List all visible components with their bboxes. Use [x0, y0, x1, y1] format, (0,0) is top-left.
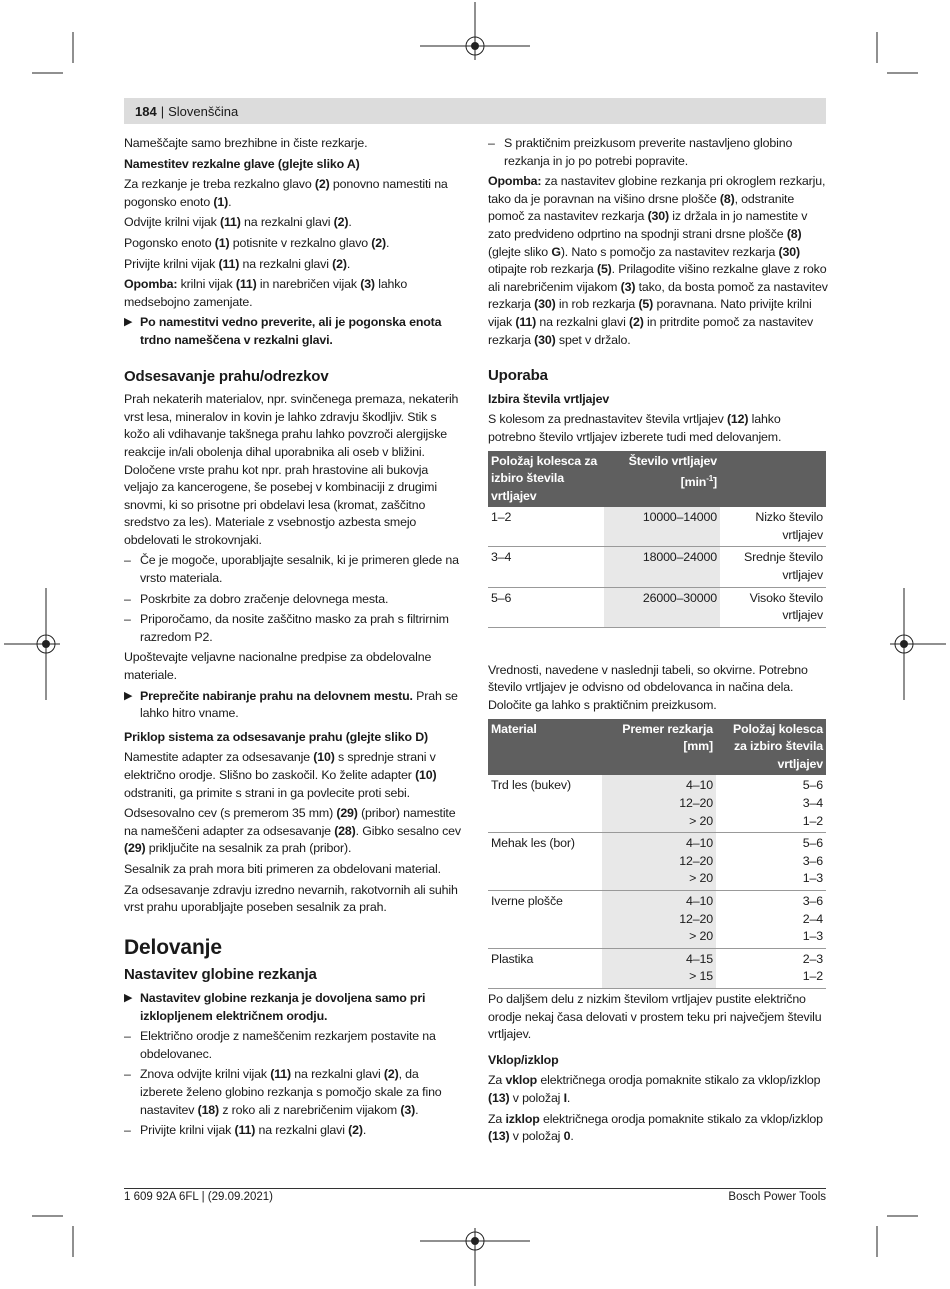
page-header	[124, 98, 826, 124]
extraction-title: Priklop sistema za odsesavanje prahu (glejte sliko D)	[124, 729, 428, 744]
table-row: Mehak les (bor) 4–10 12–20 > 20 5–6 3–6 1–3	[488, 833, 826, 891]
depth-dash-3: – Privijte krilni vijak (11) na rezkalni glavi (2).	[124, 1123, 367, 1138]
table-row: 1–2 10000–14000 Nizko število vrtljajev	[488, 507, 826, 547]
check-dash: – S praktičnim preizkusom preverite nastavljeno globino rezkanja in jo po potrebi popravite.	[488, 136, 793, 168]
dust-p3: Upoštevajte veljavne nacionalne predpise za obdelovalne materiale.	[124, 650, 432, 683]
material-table	[488, 719, 826, 989]
dust-dash-2: – Poskrbite za dobro zračenje delovnega mesta.	[124, 591, 389, 606]
table-row: Trd les (bukev) 4–10 12–20 > 20 5–6 3–4 1–2	[488, 775, 826, 832]
extraction-p2: Odsesovalno cev (s premerom 35 mm) (29) (pribor) namestite na nameščeni adapter za odsesavanje (28). Gibko sesalno cev (29) priključite na sesalnik za prah (pribor).	[124, 806, 461, 856]
mount-head-note: Opomba: krilni vijak (11) in narebričen vijak (3) lahko medsebojno zamenjate.	[124, 277, 408, 309]
depth-warning: ▶ Nastavitev globine rezkanja je dovoljena samo pri izklopljenem električnem orodju.	[124, 990, 464, 1025]
off-text: Za izklop električnega orodja pomaknite stikalo za vklop/izklop (13) v položaj 0.	[488, 1111, 823, 1144]
material-table-header-material: Material	[488, 719, 602, 776]
values-text: Vrednosti, navedene v naslednji tabeli, so okvirne. Potrebno število vrtljajev je odvisno od obdelovanca in načina dela. Določite ga lahko s praktičnim preizkusom.	[488, 662, 808, 713]
material-table-header-diameter: Premer rezkarja [mm]	[602, 719, 716, 776]
dust-p2: Določene vrste prahu kot npr. prah hrastovine ali bukovja veljajo za kancerogene, še posebej v kombinaciji z drugimi snovmi, ki so prisotne pri obdelavi lesa (kromat, zaščitno sredstvo za les). Materiale z vsebnostjo azbesta smejo obdelovati le strokovnjaki.	[124, 462, 437, 547]
depth-note: Opomba: za nastavitev globine rezkanja pri okroglem rezkarju, tako da je poravnan na višino drsne plošče (8), odstranite pomoč za nastavitev rezkarja (30) iz držala in jo namestite v zato predvideno odprtino na spodnji strani drsne plošče (8) (glejte sliko G). Nato s pomočjo za nastavitev rezkarja (30) otipajte rob rezkarja (5). Prilagodite višino rezkalne glave z roko ali narebričenim vijakom (3) tako, da bosta pomoč za nastavitev rezkarja (30) in rob rezkarja (5) poravnana. Nato privijte krilni vijak (11) na rezkalni glavi (2) in pritrdite pomoč za nastavitev rezkarja (30) spet v držalo.	[488, 174, 828, 347]
footer-rule	[124, 1188, 826, 1189]
table-row: Plastika 4–15 > 15 2–3 1–2	[488, 948, 826, 988]
mount-head-title: Namestitev rezkalne glave (glejte sliko A)	[124, 156, 360, 171]
dust-p1: Prah nekaterih materialov, npr. svinčenega premaza, nekaterih vrst lesa, mineralov in kovin je lahko zdravju škodljiv. Stik s kožo ali vdihavanje takšnega prahu lahko povzroči alergijske reakcije in/ali obolenja dihal uporabnika ali oseb v bližini.	[124, 392, 459, 459]
header-separator: |	[160, 103, 165, 119]
page-number: 184	[135, 103, 157, 119]
mount-head-p2: Odvijte krilni vijak (11) na rezkalni glavi (2).	[124, 215, 352, 230]
footer-doc-number: 1 609 92A 6FL | (29.09.2021)	[124, 1191, 273, 1203]
dust-dash-3: – Priporočamo, da nosite zaščitno masko za prah s filtrirnim razredom P2.	[124, 612, 449, 644]
onoff-title: Vklop/izklop	[488, 1052, 559, 1067]
intro-text: Nameščajte samo brezhibne in čiste rezkarje.	[124, 136, 368, 150]
material-table-header-position: Položaj kolesca za izbiro števila vrtljajev	[716, 719, 826, 776]
depth-dash-2: – Znova odvijte krilni vijak (11) na rezkalni glavi (2), da izberete želeno globino rezkanja s pomočjo skale za fino nastavitev (18) z roko ali z narebričenim vijakom (3).	[124, 1067, 442, 1117]
table-row: Iverne plošče 4–10 12–20 > 20 3–6 2–4 1–3	[488, 890, 826, 948]
triangle-bullet-icon: ▶	[124, 991, 133, 1004]
mount-head-p3: Pogonsko enoto (1) potisnite v rezkalno glavo (2).	[124, 235, 390, 250]
right-column	[488, 135, 828, 1149]
operation-heading: Delovanje	[124, 935, 222, 959]
left-column	[124, 135, 464, 1143]
dust-warning: ▶ Preprečite nabiranje prahu na delovnem mestu. Prah se lahko hitro vname.	[124, 688, 464, 723]
speed-table	[488, 451, 826, 628]
extraction-p3: Sesalnik za prah mora biti primeren za obdelovani material.	[124, 861, 441, 876]
extraction-p1: Namestite adapter za odsesavanje (10) s sprednje strani v električno orodje. Slišno bo zaskočil. Ko želite adapter (10) odstraniti, ga primite s strani in ga povlecite proti sebi.	[124, 750, 437, 800]
speed-table-header-position: Položaj kolesca za izbiro števila vrtljajev	[488, 451, 604, 508]
depth-heading: Nastavitev globine rezkanja	[124, 966, 317, 984]
table-row: 5–6 26000–30000 Visoko število vrtljajev	[488, 587, 826, 627]
use-heading: Uporaba	[488, 367, 548, 385]
after-text: Po daljšem delu z nizkim številom vrtljajev pustite električno orodje nekaj časa delovati v prostem teku pri največjem številu vrtljajev.	[488, 991, 822, 1042]
dust-dash-1: – Če je mogoče, uporabljajte sesalnik, ki je primeren glede na vrsto materiala.	[124, 553, 459, 586]
depth-dash-1: – Električno orodje z nameščenim rezkarjem postavite na obdelovanec.	[124, 1029, 436, 1061]
speed-title: Izbira števila vrtljajev	[488, 391, 610, 406]
dust-heading: Odsesavanje prahu/odrezkov	[124, 367, 329, 385]
triangle-bullet-icon: ▶	[124, 689, 133, 702]
mount-head-p1: Za rezkanje je treba rezkalno glavo (2) ponovno namestiti na pogonsko enoto (1).	[124, 177, 448, 209]
header-language: Slovenščina	[168, 103, 239, 119]
speed-table-header-label	[720, 451, 826, 508]
extraction-p4: Za odsesavanje zdravju izredno nevarnih, rakotvornih ali suhih vrst prahu uporabljajte poseben sesalnik za prah.	[124, 882, 458, 915]
mount-head-p4: Privijte krilni vijak (11) na rezkalni glavi (2).	[124, 256, 351, 271]
speed-text: S kolesom za prednastavitev števila vrtljajev (12) lahko potrebno število vrtljajev izberete tudi med delovanjem.	[488, 412, 782, 444]
speed-table-header-rpm: Število vrtljajev $[\min^{-1}]$	[604, 451, 720, 508]
triangle-bullet-icon: ▶	[124, 316, 133, 329]
footer-brand: Bosch Power Tools	[728, 1191, 826, 1203]
table-row: 3–4 18000–24000 Srednje število vrtljajev	[488, 547, 826, 587]
speed-table-unit: $[\min^{-1}]$	[680, 474, 717, 490]
on-text: Za vklop električnega orodja pomaknite stikalo za vklop/izklop (13) v položaj I.	[488, 1073, 821, 1105]
mount-head-warning: ▶ Po namestitvi vedno preverite, ali je pogonska enota trdno nameščena v rezkalni glavi.	[124, 314, 464, 349]
